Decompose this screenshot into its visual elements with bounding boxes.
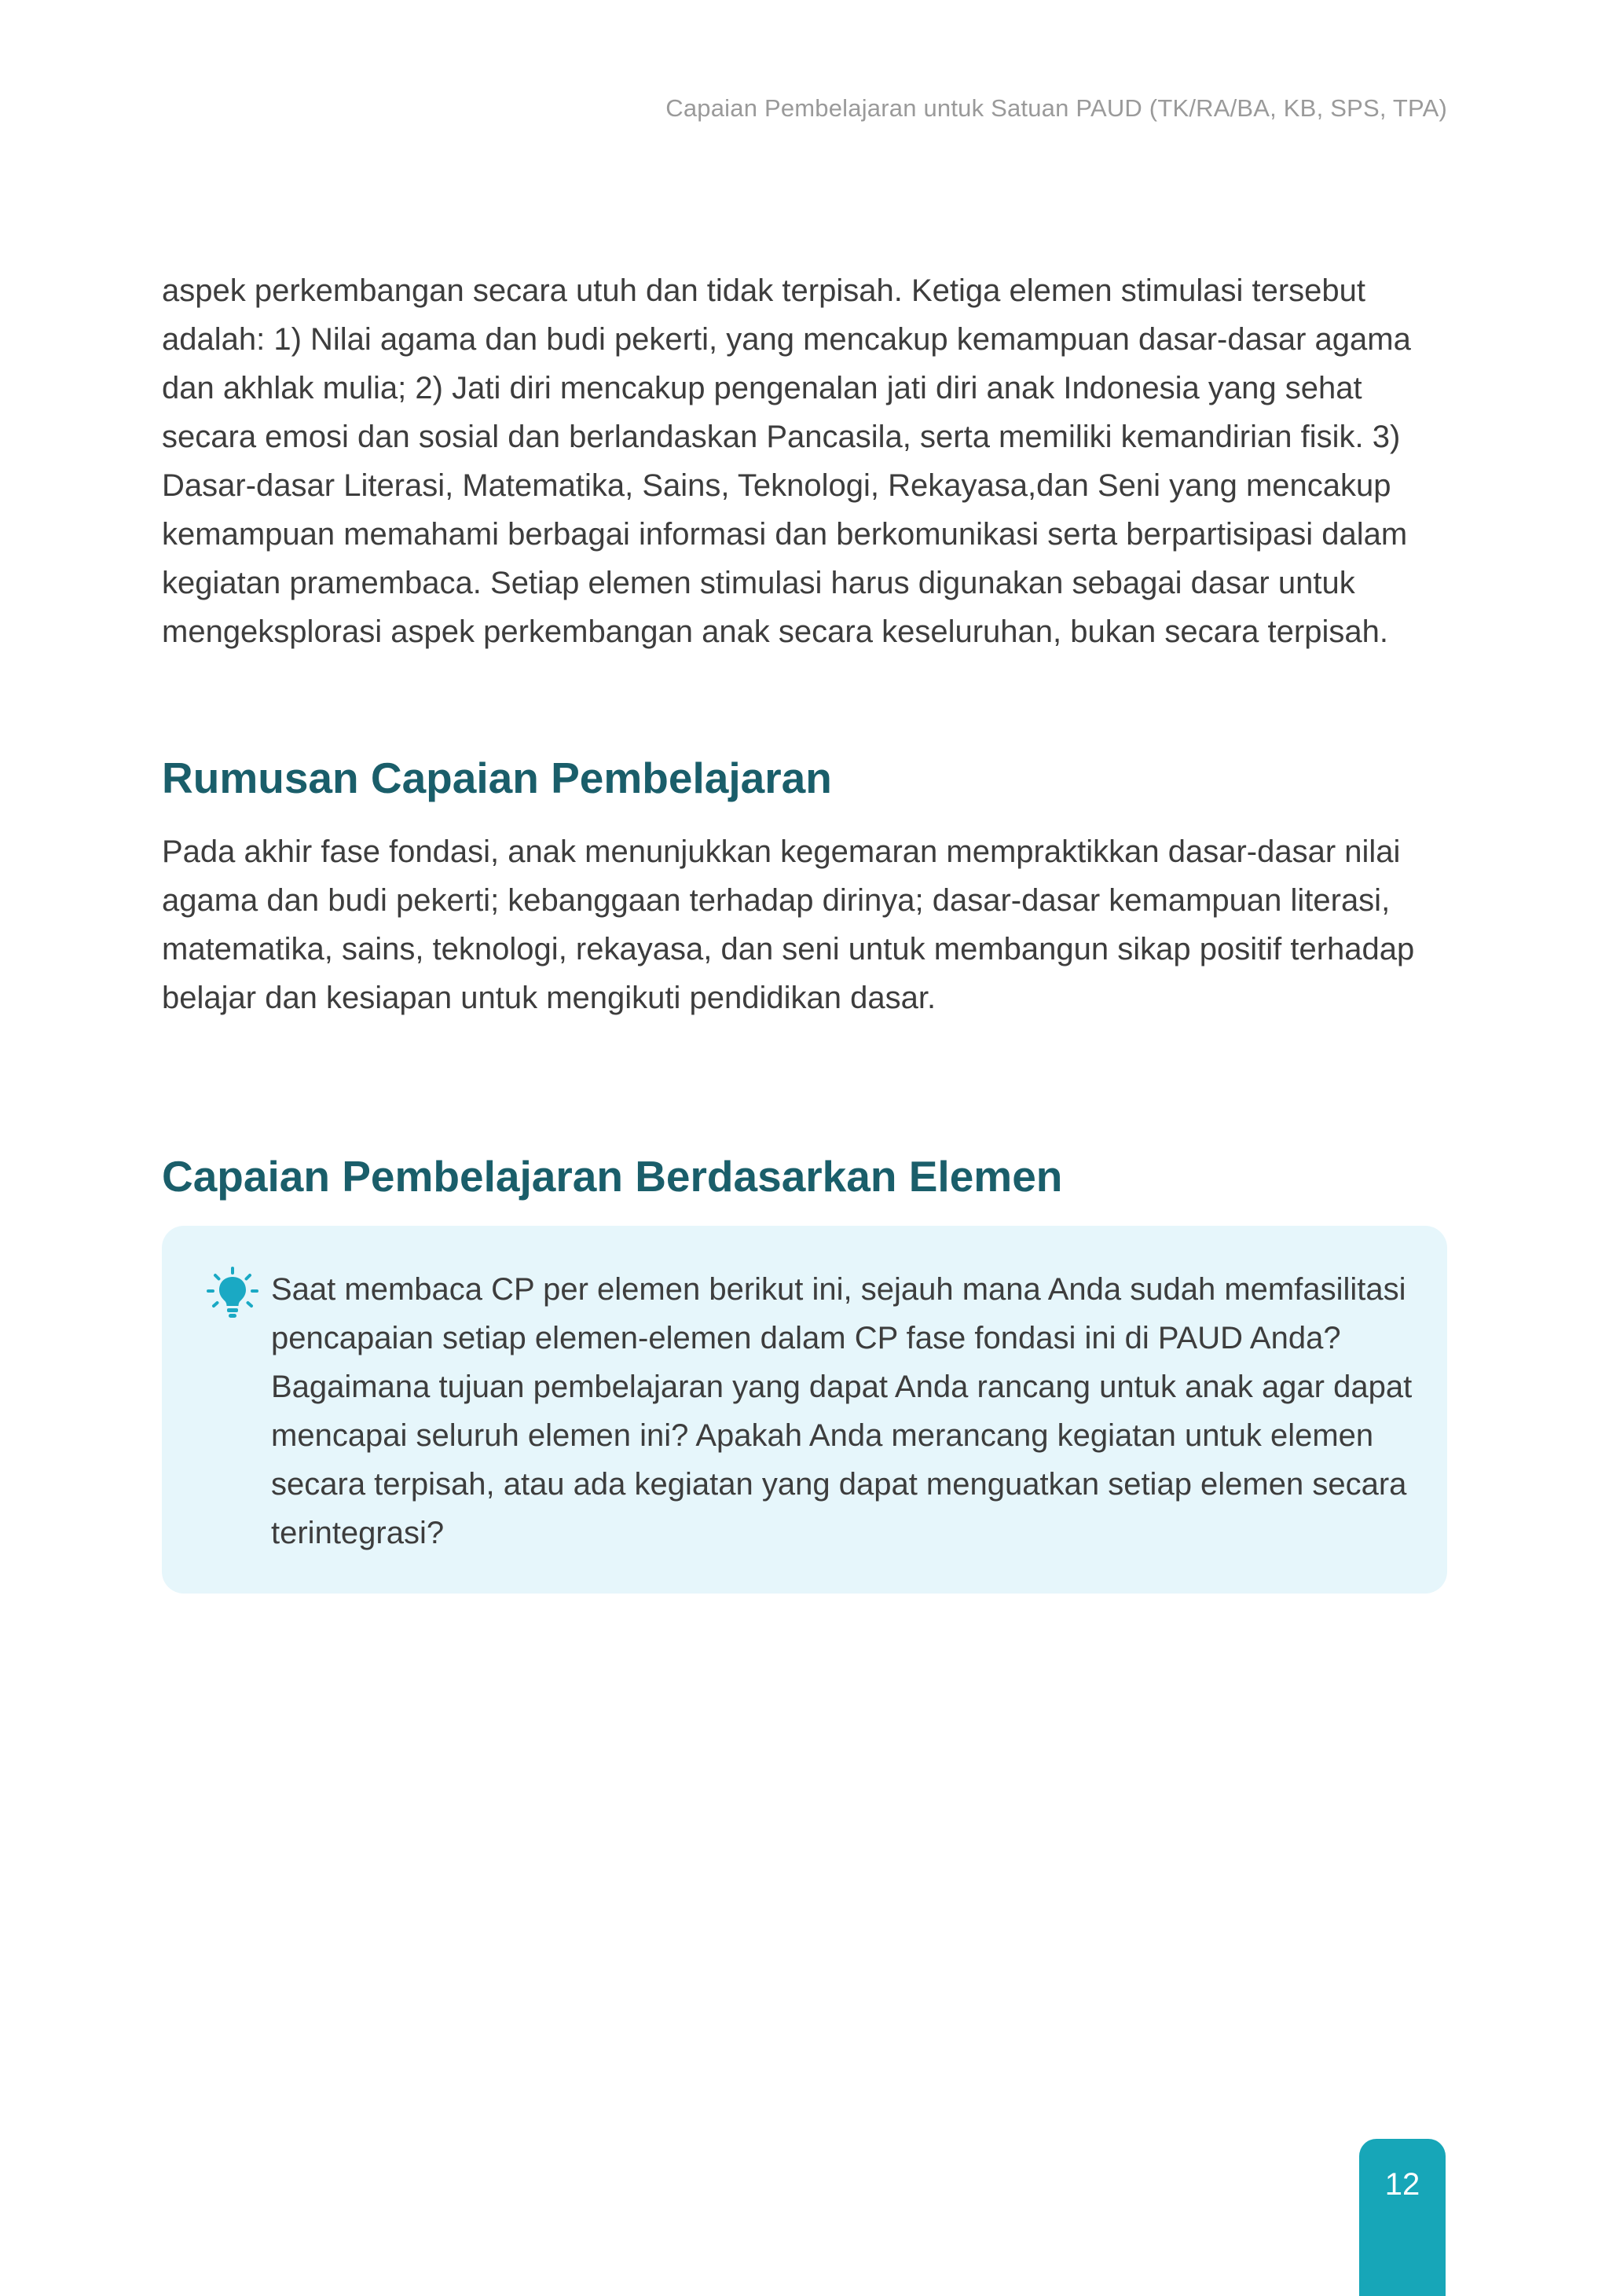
section-heading-rumusan: Rumusan Capaian Pembelajaran (162, 754, 832, 802)
reflection-callout (162, 1226, 1447, 1594)
rumusan-paragraph: Pada akhir fase fondasi, anak menunjukkan kegemaran mempraktikkan dasar-dasar nilai agama dan budi pekerti; kebanggaan terhadap dirinya; dasar-dasar kemampuan literasi, matematika, sains, teknologi, rekayasa, dan seni untuk membangun sikap positif terhadap belajar dan kesiapan untuk mengikuti pendidikan dasar. (162, 834, 1415, 1015)
callout-text: Saat membaca CP per elemen berikut ini, sejauh mana Anda sudah memfasilitasi pencapaian setiap elemen-elemen dalam CP fase fondasi ini di PAUD Anda? Bagaimana tujuan pembelajaran yang dapat Anda rancang untuk anak agar dapat mencapai seluruh elemen ini? Apakah Anda merancang kegiatan untuk elemen secara terpisah, atau ada kegiatan yang dapat menguatkan setiap elemen secara terintegrasi? (271, 1272, 1413, 1550)
lightbulb-icon (205, 1265, 260, 1320)
running-header: Capaian Pembelajaran untuk Satuan PAUD (TK/RA/BA, KB, SPS, TPA) (665, 94, 1447, 122)
page-number: 12 (1359, 2139, 1446, 2296)
section-heading-elemen: Capaian Pembelajaran Berdasarkan Elemen (162, 1152, 1063, 1201)
intro-paragraph: aspek perkembangan secara utuh dan tidak terpisah. Ketiga elemen stimulasi tersebut adalah: 1) Nilai agama dan budi pekerti, yang mencakup kemampuan dasar-dasar agama dan akhlak mulia; 2) Jati diri mencakup pengenalan jati diri anak Indonesia yang sehat secara emosi dan sosial dan berlandaskan Pancasila, serta memiliki kemandirian fisik. 3) Dasar-dasar Literasi, Matematika, Sains, Teknologi, Rekayasa,dan Seni yang mencakup kemampuan memahami berbagai informasi dan berkomunikasi serta berpartisipasi dalam kegiatan pramembaca. Setiap elemen stimulasi harus digunakan sebagai dasar untuk mengeksplorasi aspek perkembangan anak secara keseluruhan, bukan secara terpisah. (162, 273, 1411, 649)
